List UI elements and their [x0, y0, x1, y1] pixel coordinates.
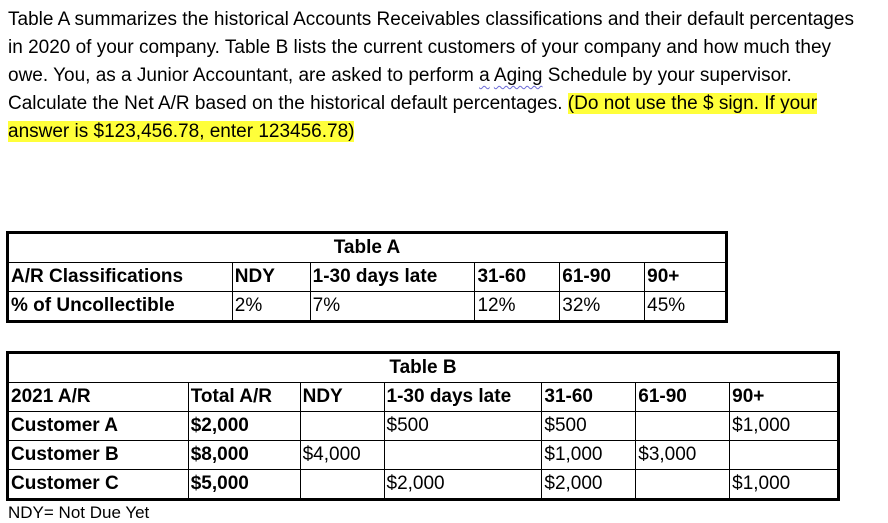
table-b-header: 2021 A/R	[9, 383, 189, 412]
table-a-cell: % of Uncollectible	[9, 292, 233, 321]
table-b-cell	[300, 412, 384, 441]
table-b-header-row	[9, 383, 838, 412]
table-b-cell: $2,000	[188, 412, 300, 441]
table-a-row	[9, 292, 726, 321]
table-b-cell	[300, 470, 384, 499]
table-b-cell: Customer A	[9, 412, 189, 441]
table-b-header: 1-30 days late	[384, 383, 542, 412]
table-a-header: 31-60	[475, 263, 560, 292]
table-b-cell	[636, 412, 730, 441]
table-a-cell: 45%	[645, 292, 726, 321]
table-b-header: 31-60	[542, 383, 636, 412]
table-b-header: Total A/R	[188, 383, 300, 412]
table-b-cell: $500	[542, 412, 636, 441]
table-b-title: Table B	[9, 354, 838, 383]
table-b-cell: $8,000	[188, 441, 300, 470]
table-b-cell: Customer B	[9, 441, 189, 470]
table-a-cell: 32%	[560, 292, 645, 321]
table-a-title: Table A	[9, 234, 726, 263]
table-b-cell: $3,000	[636, 441, 730, 470]
table-b-cell: $2,000	[542, 470, 636, 499]
table-row	[9, 470, 838, 499]
table-b-cell: $5,000	[188, 470, 300, 499]
table-b-header: 90+	[730, 383, 838, 412]
problem-text-mid: Schedule by your supervisor. Calculate the Net A/R based on the historical default percentages.	[8, 65, 792, 114]
table-b-cell: $2,000	[384, 470, 542, 499]
table-b-cell: Customer C	[9, 470, 189, 499]
table-row	[9, 441, 838, 470]
problem-text-before: Table A summarizes the historical Accounts Receivables classifications and their default percentages in 2020 of your company. Table B lists the current customers of your company and how much they owe. You, as a Junior Accountant, are asked to perform	[8, 9, 854, 86]
table-b-header: NDY	[300, 383, 384, 412]
table-a-header: NDY	[232, 263, 310, 292]
table-b-cell	[636, 470, 730, 499]
spellcheck-word-a: a	[479, 65, 490, 86]
spellcheck-word-aging: Aging	[493, 65, 543, 86]
table-a-header-row	[9, 263, 726, 292]
table-b-cell	[730, 441, 838, 470]
table-b-cell: $1,000	[542, 441, 636, 470]
table-a-cell: 12%	[475, 292, 560, 321]
table-b-cell: $4,000	[300, 441, 384, 470]
table-row	[9, 412, 838, 441]
footnote: NDY= Not Due Yet	[8, 503, 150, 522]
table-b	[8, 353, 838, 499]
table-b-cell: $500	[384, 412, 542, 441]
table-b-cell	[384, 441, 542, 470]
table-a-header: 61-90	[560, 263, 645, 292]
table-a	[8, 233, 726, 321]
problem-statement	[8, 6, 868, 146]
table-a-cell: 2%	[232, 292, 310, 321]
table-b-cell: $1,000	[730, 470, 838, 499]
table-b-cell: $1,000	[730, 412, 838, 441]
table-a-header: A/R Classifications	[9, 263, 233, 292]
table-b-header: 61-90	[636, 383, 730, 412]
table-a-header: 90+	[645, 263, 726, 292]
highlighted-instruction: (Do not use the $ sign. If your answer is $123,456.78, enter 123456.78)	[8, 93, 818, 142]
table-a-header: 1-30 days late	[310, 263, 475, 292]
table-a-cell: 7%	[310, 292, 475, 321]
